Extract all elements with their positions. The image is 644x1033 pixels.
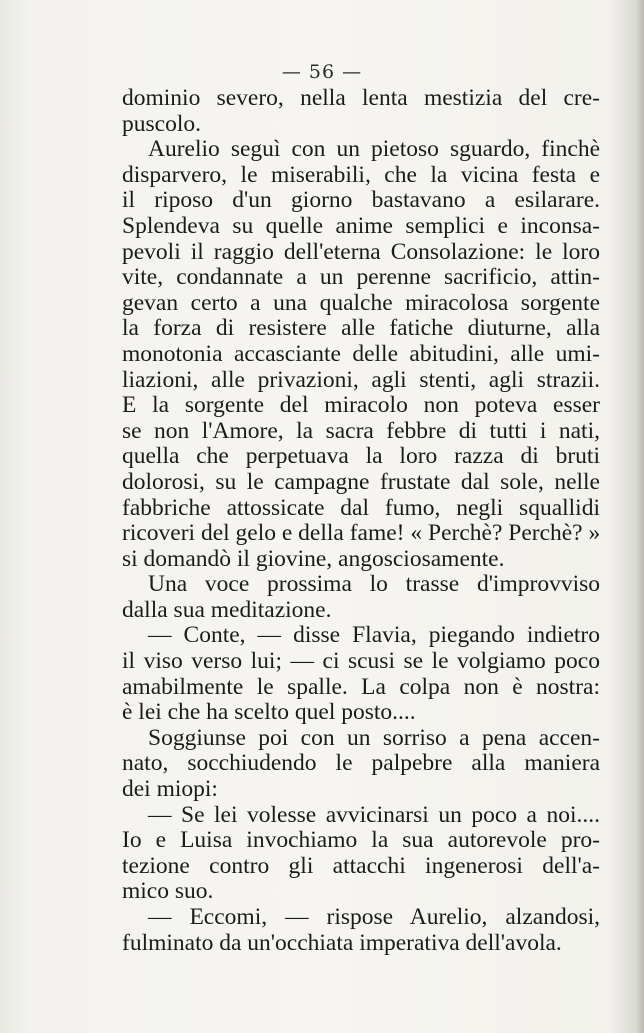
text-line: Splendeva su quelle anime semplici e inconsa- xyxy=(122,212,600,239)
text-line: mico suo. xyxy=(122,878,214,905)
text-line: pevoli il raggio dell'eterna Consolazione: le loro xyxy=(122,238,600,265)
text-line: dei miopi: xyxy=(122,776,218,803)
text-line: nato, socchiudendo le palpebre alla maniera xyxy=(122,750,600,777)
text-line: gevan certo a una qualche miracolosa sorgente xyxy=(122,289,600,316)
text-line: tezione contro gli attacchi ingenerosi dell'a- xyxy=(122,852,600,879)
text-line: Aurelio seguì con un pietoso sguardo, finchè xyxy=(148,136,600,163)
text-line: — Se lei volesse avvicinarsi un poco a noi.... xyxy=(148,801,600,828)
text-line: liazioni, alle privazioni, agli stenti, agli strazii. xyxy=(122,366,600,393)
text-line: fabbriche attossicate dal fumo, negli squallidi xyxy=(122,494,600,521)
body-text xyxy=(122,86,600,956)
text-line: Io e Luisa invochiamo la sua autorevole pro- xyxy=(122,827,600,854)
text-line: — Conte, — disse Flavia, piegando indietro xyxy=(148,622,600,649)
text-line: vite, condannate a un perenne sacrificio, attin- xyxy=(122,264,600,291)
text-line: puscolo. xyxy=(122,110,201,137)
text-line: fulminato da un'occhiata imperativa dell'avola. xyxy=(122,929,562,956)
text-line: dominio severo, nella lenta mestizia del cre- xyxy=(122,85,600,111)
text-line: il viso verso lui; — ci scusi se le volgiamo poco xyxy=(122,648,600,675)
text-line: Soggiunse poi con un sorriso a pena accen- xyxy=(148,724,600,751)
text-line: monotonia accasciante delle abitudini, alle umi- xyxy=(122,340,600,367)
text-line: ricoveri del gelo e della fame! « Perchè? Perchè? » xyxy=(122,520,601,547)
text-line: se non l'Amore, la sacra febbre di tutti i nati, xyxy=(122,417,600,444)
text-line: la forza di resistere alle fatiche diuturne, alla xyxy=(122,315,600,342)
text-line: dalla sua meditazione. xyxy=(122,596,332,623)
text-line: disparvero, le miserabili, che la vicina festa e xyxy=(122,161,600,188)
text-line: dolorosi, su le campagne frustate dal sole, nelle xyxy=(122,468,600,495)
text-line: si domandò il giovine, angosciosamente. xyxy=(122,545,505,572)
text-line: quella che perpetuava la loro razza di bruti xyxy=(122,443,600,470)
page-number: — 56 — xyxy=(281,61,363,83)
text-line: amabilmente le spalle. La colpa non è nostra: xyxy=(122,673,600,700)
text-line: — Eccomi, — rispose Aurelio, alzandosi, xyxy=(148,904,600,930)
text-line: è lei che ha scelto quel posto.... xyxy=(122,699,416,726)
text-line: E la sorgente del miracolo non poteva esser xyxy=(122,392,600,419)
text-line: il riposo d'un giorno bastavano a esilarare. xyxy=(122,187,600,214)
text-line: Una voce prossima lo trasse d'improvviso xyxy=(148,571,600,598)
